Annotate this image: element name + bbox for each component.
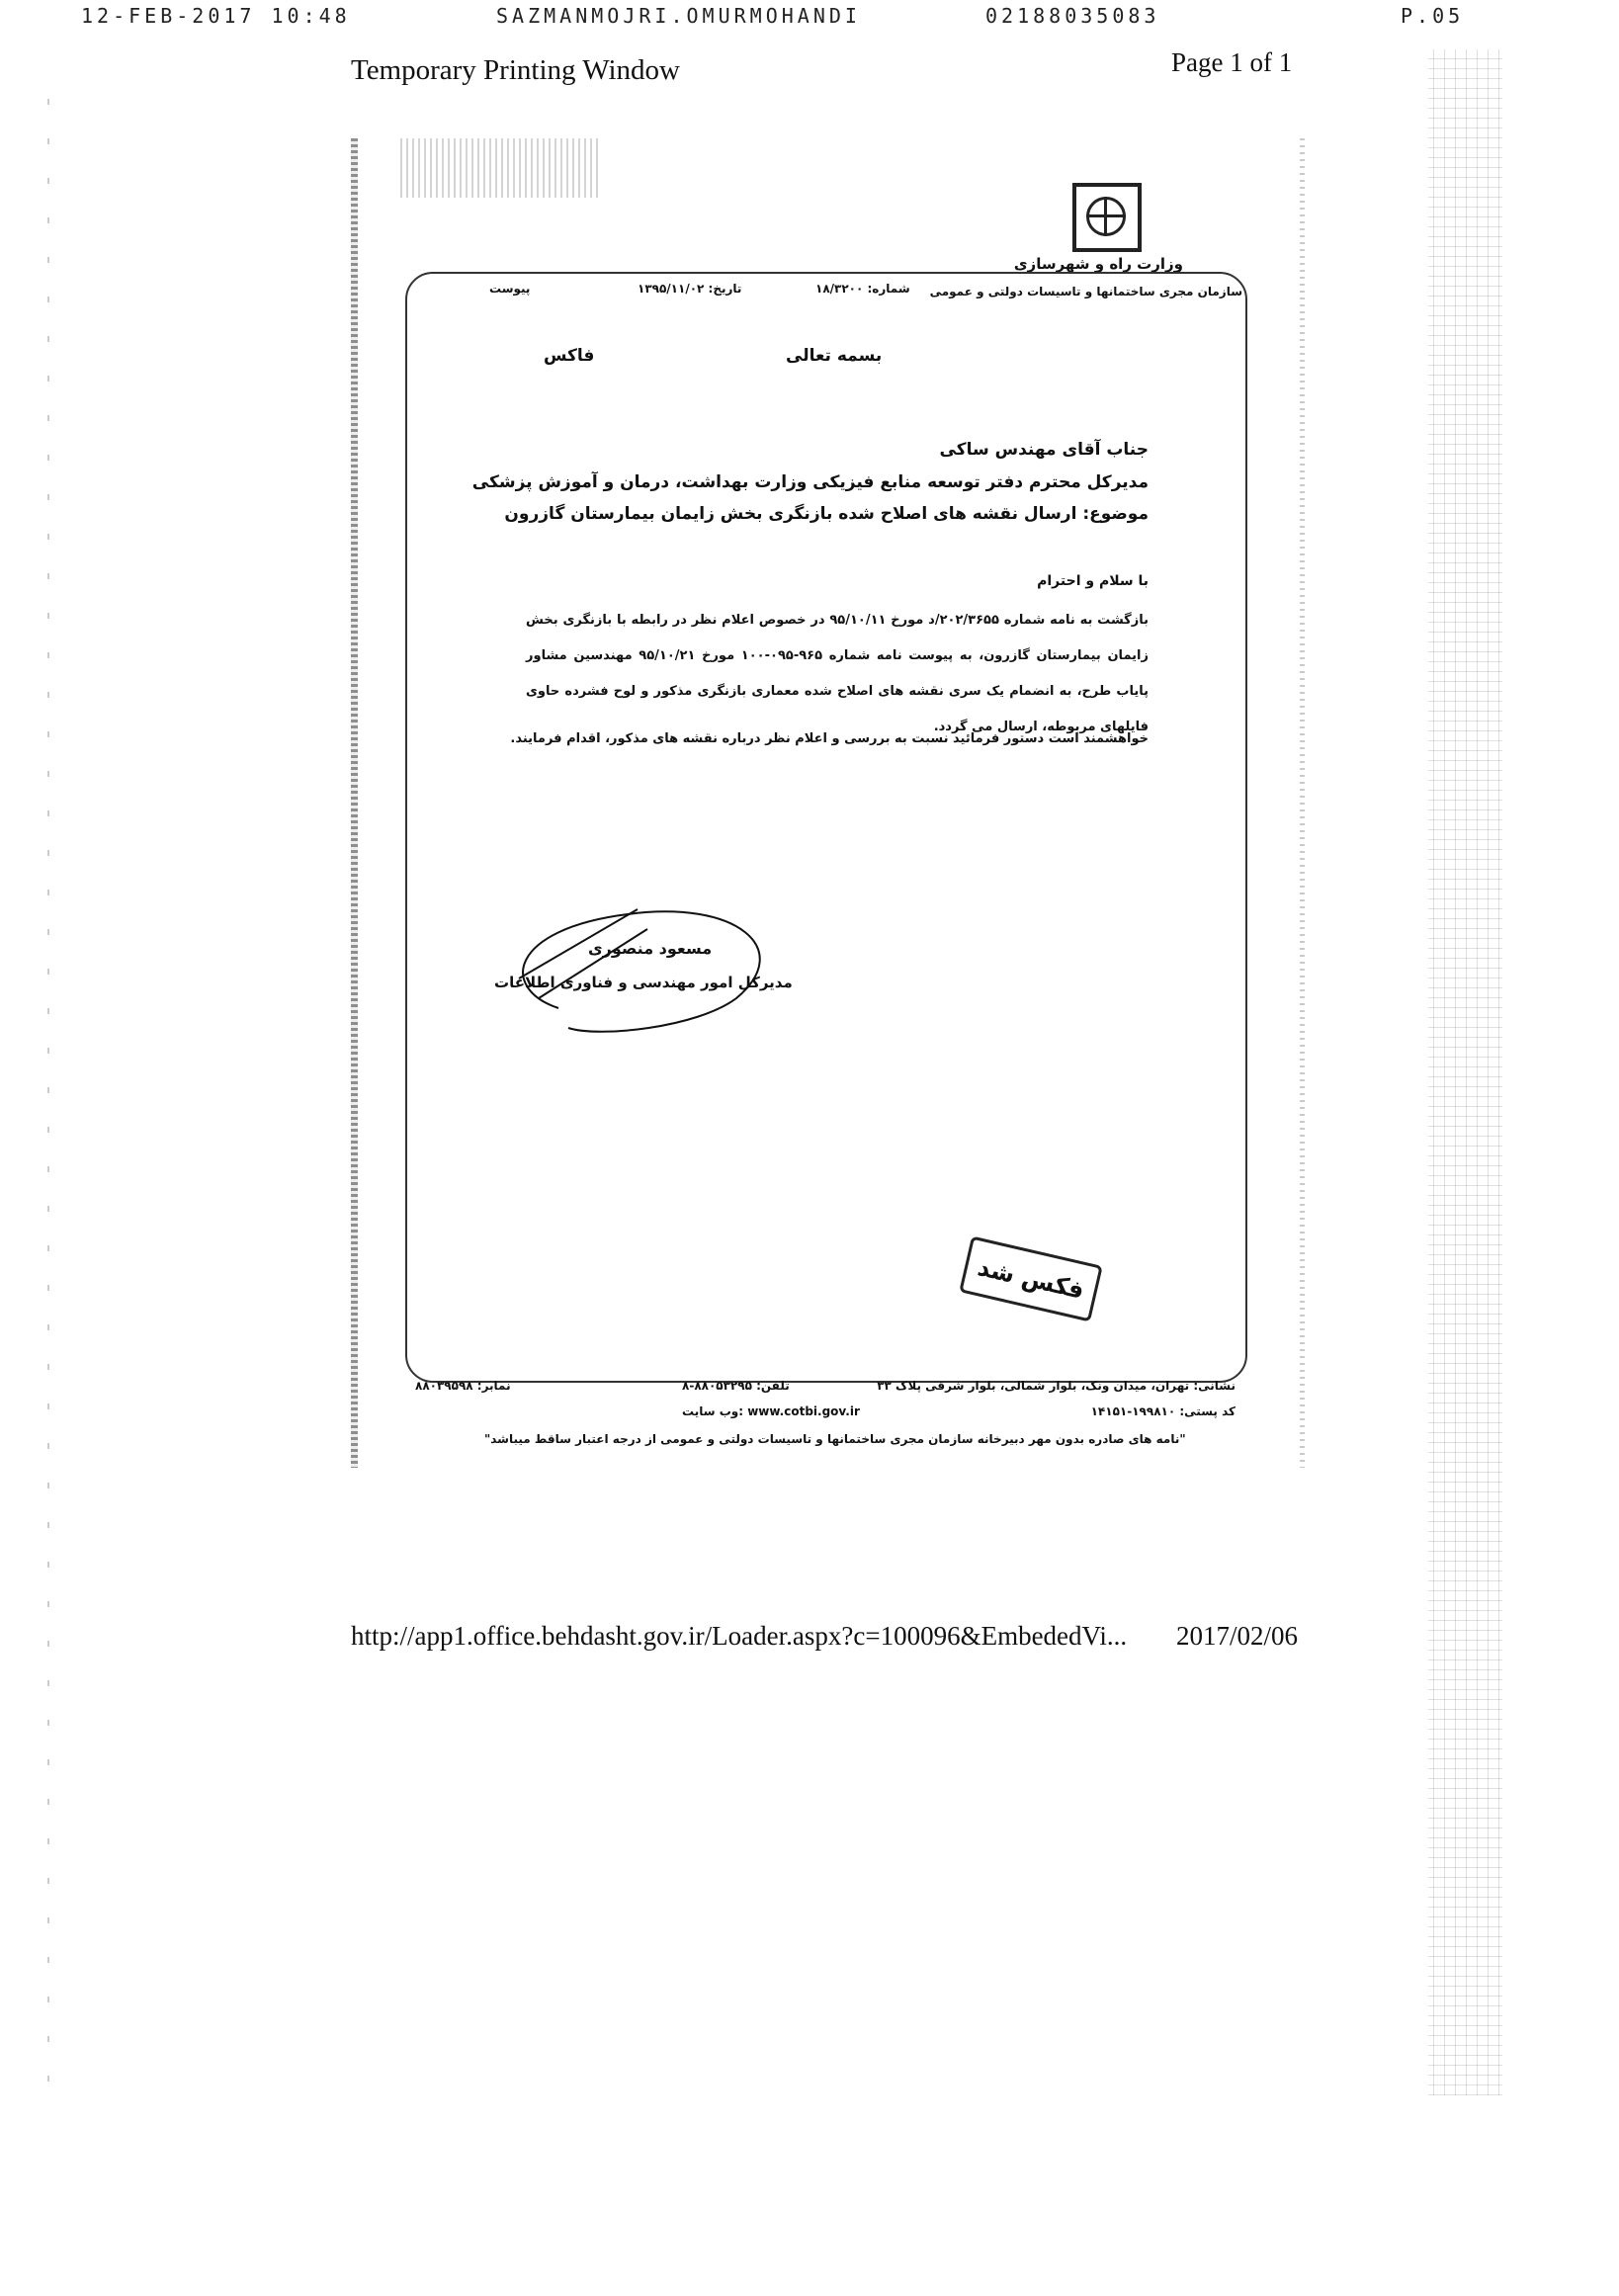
- fax-header: [81, 4, 1494, 32]
- signer-name: مسعود منصوری: [588, 939, 713, 958]
- salutation: با سلام و احترام: [1037, 573, 1149, 589]
- scan-margin-dashes: [47, 99, 49, 2085]
- letter-frame: [405, 272, 1247, 1383]
- recipient-line: جناب آقای مهندس ساکی: [939, 440, 1149, 460]
- scan-noise-strip-horizontal: [1428, 49, 1502, 2095]
- ministry-logo-icon: [1072, 183, 1142, 252]
- subject-line: موضوع: ارسال نقشه های اصلاح شده بازنگری بخش زایمان بیمارستان گازرون: [504, 504, 1149, 524]
- footer-postcode: کد پستی: ۱۹۹۸۱۰-۱۴۱۵۱: [1090, 1404, 1236, 1418]
- footer-fax: نمابر: ۸۸۰۳۹۵۹۸: [415, 1379, 511, 1393]
- scan-smudge: [400, 138, 598, 198]
- footer-website: www.cotbi.gov.ir :وب سایت: [682, 1404, 860, 1418]
- letter-attachment: پیوست: [489, 282, 531, 296]
- signer-title: مدیرکل امور مهندسی و فناوری اطلاعات: [494, 974, 793, 991]
- letter-number: شماره: ۱۸/۳۲۰۰: [815, 282, 910, 296]
- recipient-role-line: مدیرکل محترم دفتر توسعه منابع فیزیکی وزارت بهداشت، درمان و آموزش پزشکی: [471, 472, 1149, 492]
- signature-scribble: [479, 890, 796, 1048]
- footer-address: نشانی: تهران، میدان ونک، بلوار شمالی، بلوار شرقی پلاک ۳۳: [877, 1379, 1236, 1393]
- organization-name: سازمان مجری ساختمانها و تاسیسات دولتی و عمومی: [929, 285, 1242, 298]
- fax-sender: SAZMANMOJRI.OMURMOHANDI: [496, 4, 861, 28]
- letter-body: بازگشت به نامه شماره ۲۰۲/۳۶۵۵/د مورخ ۹۵/۱۰/۱۱ در خصوص اعلام نظر در رابطه با بازنگری بخش زایمان بیمارستان گازرون، به پیوست نامه شماره ۹۶۵-۰۹۵-۱۰۰ مورخ ۹۵/۱۰/۲۱ مهندسین مشاور پایاب طرح، به انضمام یک سری نقشه های اصلاح شده معماری بازنگری مذکور و لوح فشرده حاوی فایلهای مربوطه، ارسال می گردد.: [526, 613, 1149, 734]
- fax-date-time: 12-FEB-2017 10:48: [81, 4, 351, 28]
- footer-note: "نامه های صادره بدون مهر دبیرخانه سازمان مجری ساختمانها و تاسیسات دولتی و عمومی از درجه اعتبار ساقط میباشد": [484, 1432, 1186, 1446]
- letter-date: تاریخ: ۱۳۹۵/۱۱/۰۲: [638, 282, 742, 296]
- bismillah-heading: بسمه تعالی: [786, 346, 883, 366]
- letter-footer: [405, 1379, 1255, 1458]
- print-date: 2017/02/06: [1176, 1621, 1299, 1651]
- ministry-name: وزارت راه و شهرسازی: [1013, 255, 1183, 273]
- fax-label: فاکس: [544, 346, 595, 366]
- scan-edge-left: [351, 138, 358, 1468]
- print-window-title: Temporary Printing Window: [351, 54, 680, 86]
- fax-number: 02188035083: [985, 4, 1160, 28]
- scanned-letter: [351, 138, 1302, 1468]
- print-url: http://app1.office.behdasht.gov.ir/Loader.aspx?c=100096&EmbededVi...: [351, 1621, 1128, 1651]
- print-window-page-label: Page 1 of 1: [1171, 47, 1293, 77]
- fax-page: P.05: [1401, 4, 1465, 28]
- footer-phone: تلفن: ۸۸۰۵۳۲۹۵-۸: [682, 1379, 790, 1393]
- scan-edge-right: [1300, 138, 1305, 1468]
- fax-sent-stamp: فکس شد: [959, 1235, 1103, 1321]
- letter-closing: خواهشمند است دستور فرمائید نسبت به بررسی و اعلام نظر درباره نقشه های مذکور، اقدام فرمایند.: [510, 731, 1149, 746]
